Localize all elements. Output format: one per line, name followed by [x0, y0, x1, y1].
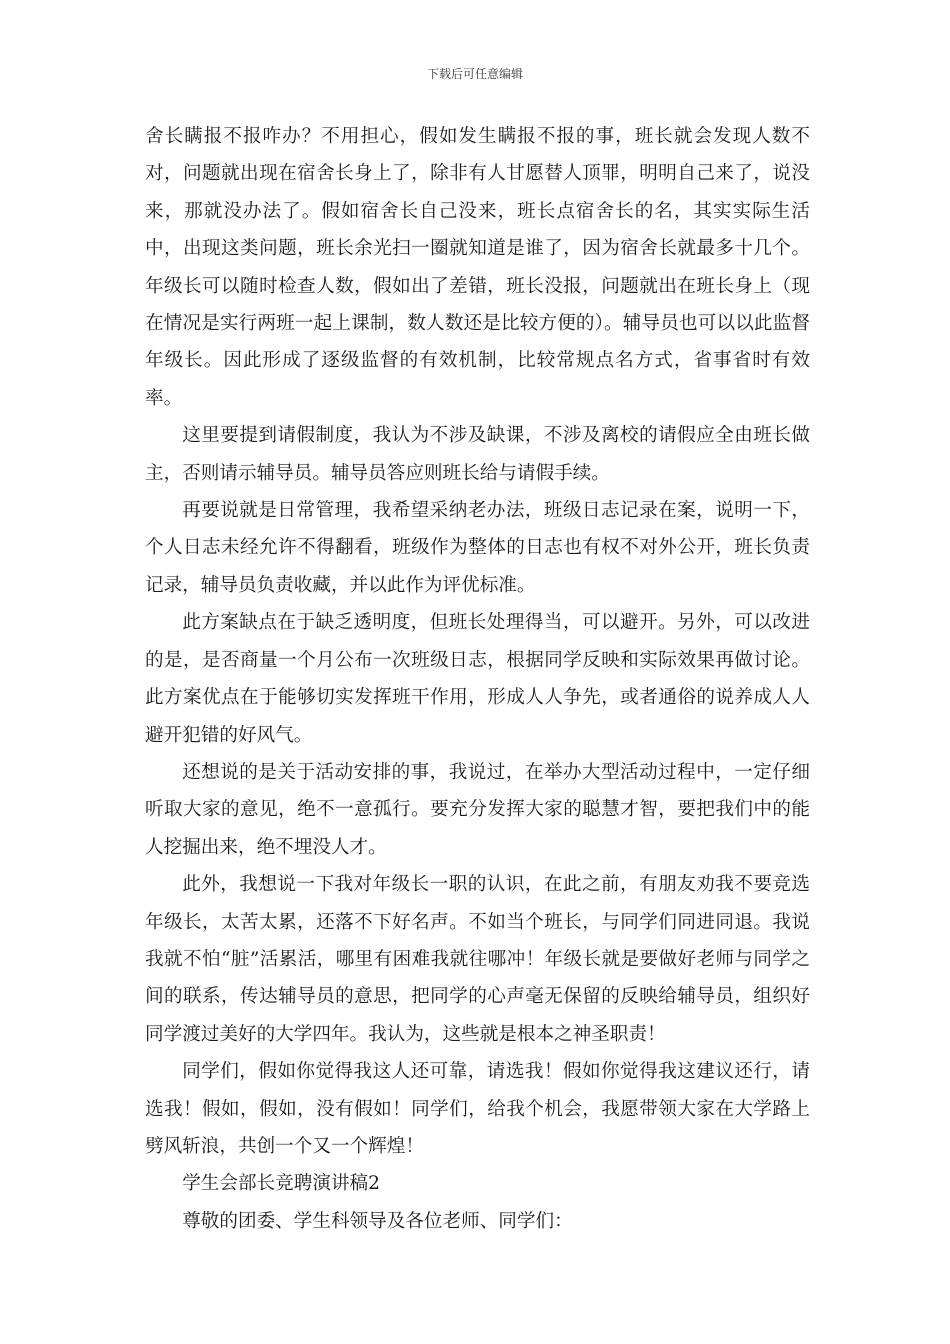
paragraph-7: 同学们，假如你觉得我这人还可靠，请选我！假如你觉得我这建议还行，请选我！假如，假如，没有假如！同学们，给我个机会，我愿带领大家在大学路上劈风斩浪，共创一个又一个辉煌！ — [145, 1061, 810, 1157]
salutation: 尊敬的团委、学生科领导及各位老师、同学们： — [182, 1210, 573, 1232]
paragraph-3: 再要说就是日常管理，我希望采纳老办法，班级日志记录在案，说明一下，个人日志未经允许不得翻看，班级作为整体的日志也有权不对外公开，班长负责记录，辅导员负责收藏，并以此作为评优标准。 — [145, 500, 810, 596]
page-header-note: 下载后可任意编辑 — [426, 67, 523, 81]
paragraph-1: 舍长瞒报不报咋办？不用担心，假如发生瞒报不报的事，班长就会发现人数不对，问题就出现在宿舍长身上了，除非有人甘愿替人顶罪，明明自己来了，说没来，那就没办法了。假如宿舍长自己没来，班长点宿舍长的名，其实实际生活中，出现这类问题，班长余光扫一圈就知道是谁了，因为宿舍长就最多十几个。年级长可以随时检查人数，假如出了差错，班长没报，问题就出在班长身上（现在情况是实行两班一起上课制，数人数还是比较方便的）。辅导员也可以以此监督年级长。因此形成了逐级监督的有效机制，比较常规点名方式，省事省时有效率。 — [145, 126, 810, 409]
document-body — [145, 118, 810, 1240]
paragraph-6: 此外，我想说一下我对年级长一职的认识，在此之前，有朋友劝我不要竞选年级长，太苦太累，还落不下好名声。不如当个班长，与同学们同进同退。我说我就不怕“脏”活累活，哪里有困难我就往哪冲！年级长就是要做好老师与同学之间的联系，传达辅导员的意思，把同学的心声毫无保留的反映给辅导员，组织好同学渡过美好的大学四年。我认为，这些就是根本之神圣职责！ — [145, 874, 810, 1045]
paragraph-4: 此方案缺点在于缺乏透明度，但班长处理得当，可以避开。另外，可以改进的是，是否商量一个月公布一次班级日志，根据同学反映和实际效果再做讨论。此方案优点在于能够切实发挥班干作用，形成人人争先，或者通俗的说养成人人避开犯错的好风气。 — [145, 612, 810, 746]
paragraph-2: 这里要提到请假制度，我认为不涉及缺课，不涉及离校的请假应全由班长做主，否则请示辅导员。辅导员答应则班长给与请假手续。 — [145, 425, 810, 484]
section-title: 学生会部长竞聘演讲稿2 — [182, 1173, 380, 1195]
paragraph-5: 还想说的是关于活动安排的事，我说过，在举办大型活动过程中，一定仔细听取大家的意见，绝不一意孤行。要充分发挥大家的聪慧才智，要把我们中的能人挖掘出来，绝不埋没人才。 — [145, 761, 810, 858]
